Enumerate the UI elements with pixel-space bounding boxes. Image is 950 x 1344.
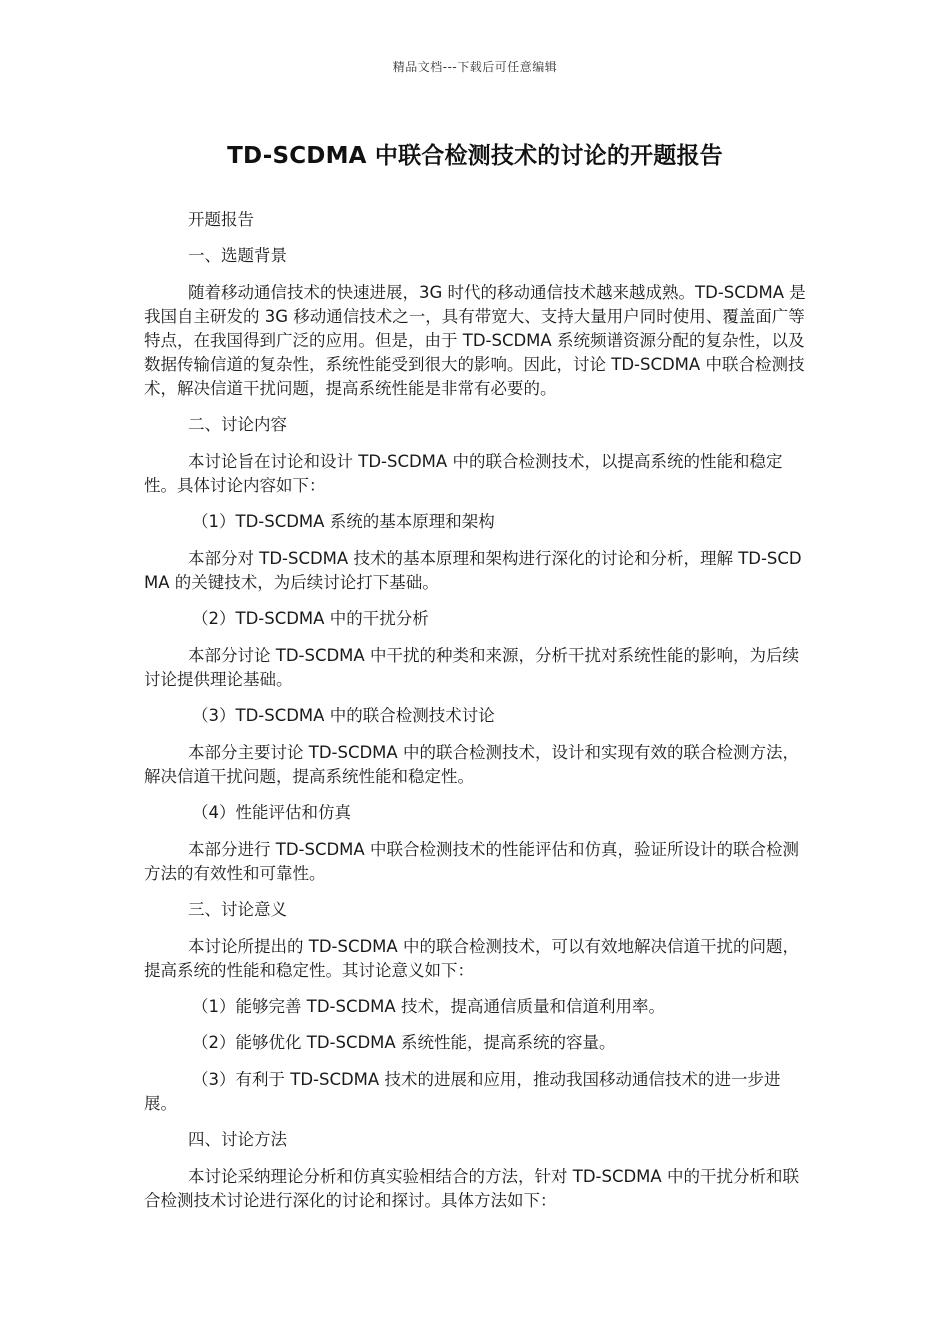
significance-item-1: （1）能够完善 TD-SCDMA 技术，提高通信质量和信道利用率。	[192, 997, 665, 1016]
significance-item-2: （2）能够优化 TD-SCDMA 系统性能，提高系统的容量。	[192, 1033, 616, 1052]
section-label-report: 开题报告	[188, 210, 254, 229]
heading-method: 四、讨论方法	[188, 1130, 287, 1149]
subheading-3: （3）TD-SCDMA 中的联合检测技术讨论	[192, 706, 495, 725]
paragraph-sub-1: 本部分对 TD-SCDMA 技术的基本原理和架构进行深化的讨论和分析，理解 TD-SCDMA 的关键技术，为后续讨论打下基础。	[144, 549, 802, 592]
heading-significance: 三、讨论意义	[188, 900, 287, 919]
paragraph-background: 随着移动通信技术的快速进展，3G 时代的移动通信技术越来越成熟。TD-SCDMA 是我国自主研发的 3G 移动通信技术之一，具有带宽大、支持大量用户同时使用、覆盖面广等特点，在我国得到广泛的应用。但是，由于 TD-SCDMA 系统频谱资源分配的复杂性，以及数据传输信道的复杂性，系统性能受到很大的影响。因此，讨论 TD-SCDMA 中联合检测技术，解决信道干扰问题，提高系统性能是非常有必要的。	[144, 283, 806, 398]
header-watermark: 精品文档---下载后可任意编辑	[392, 60, 558, 74]
paragraph-method: 本讨论采纳理论分析和仿真实验相结合的方法，针对 TD-SCDMA 中的干扰分析和联合检测技术讨论进行深化的讨论和探讨。具体方法如下：	[144, 1167, 799, 1210]
paragraph-sub-3: 本部分主要讨论 TD-SCDMA 中的联合检测技术，设计和实现有效的联合检测方法，解决信道干扰问题，提高系统性能和稳定性。	[144, 743, 799, 786]
document-body	[144, 208, 806, 1213]
paragraph-sub-2: 本部分讨论 TD-SCDMA 中干扰的种类和来源，分析干扰对系统性能的影响，为后续讨论提供理论基础。	[144, 646, 799, 689]
heading-background: 一、选题背景	[188, 246, 287, 265]
subheading-2: （2）TD-SCDMA 中的干扰分析	[192, 609, 429, 628]
document-title: TD-SCDMA 中联合检测技术的讨论的开题报告	[227, 143, 723, 169]
subheading-1: （1）TD-SCDMA 系统的基本原理和架构	[192, 512, 495, 531]
subheading-4: （4）性能评估和仿真	[192, 803, 351, 822]
heading-content: 二、讨论内容	[188, 415, 287, 434]
paragraph-sub-4: 本部分进行 TD-SCDMA 中联合检测技术的性能评估和仿真，验证所设计的联合检测方法的有效性和可靠性。	[144, 840, 799, 883]
significance-item-3: （3）有利于 TD-SCDMA 技术的进展和应用，推动我国移动通信技术的进一步进展。	[144, 1070, 781, 1113]
paragraph-content-intro: 本讨论旨在讨论和设计 TD-SCDMA 中的联合检测技术，以提高系统的性能和稳定性。具体讨论内容如下：	[144, 452, 783, 495]
paragraph-significance: 本讨论所提出的 TD-SCDMA 中的联合检测技术，可以有效地解决信道干扰的问题，提高系统的性能和稳定性。其讨论意义如下：	[144, 937, 799, 980]
